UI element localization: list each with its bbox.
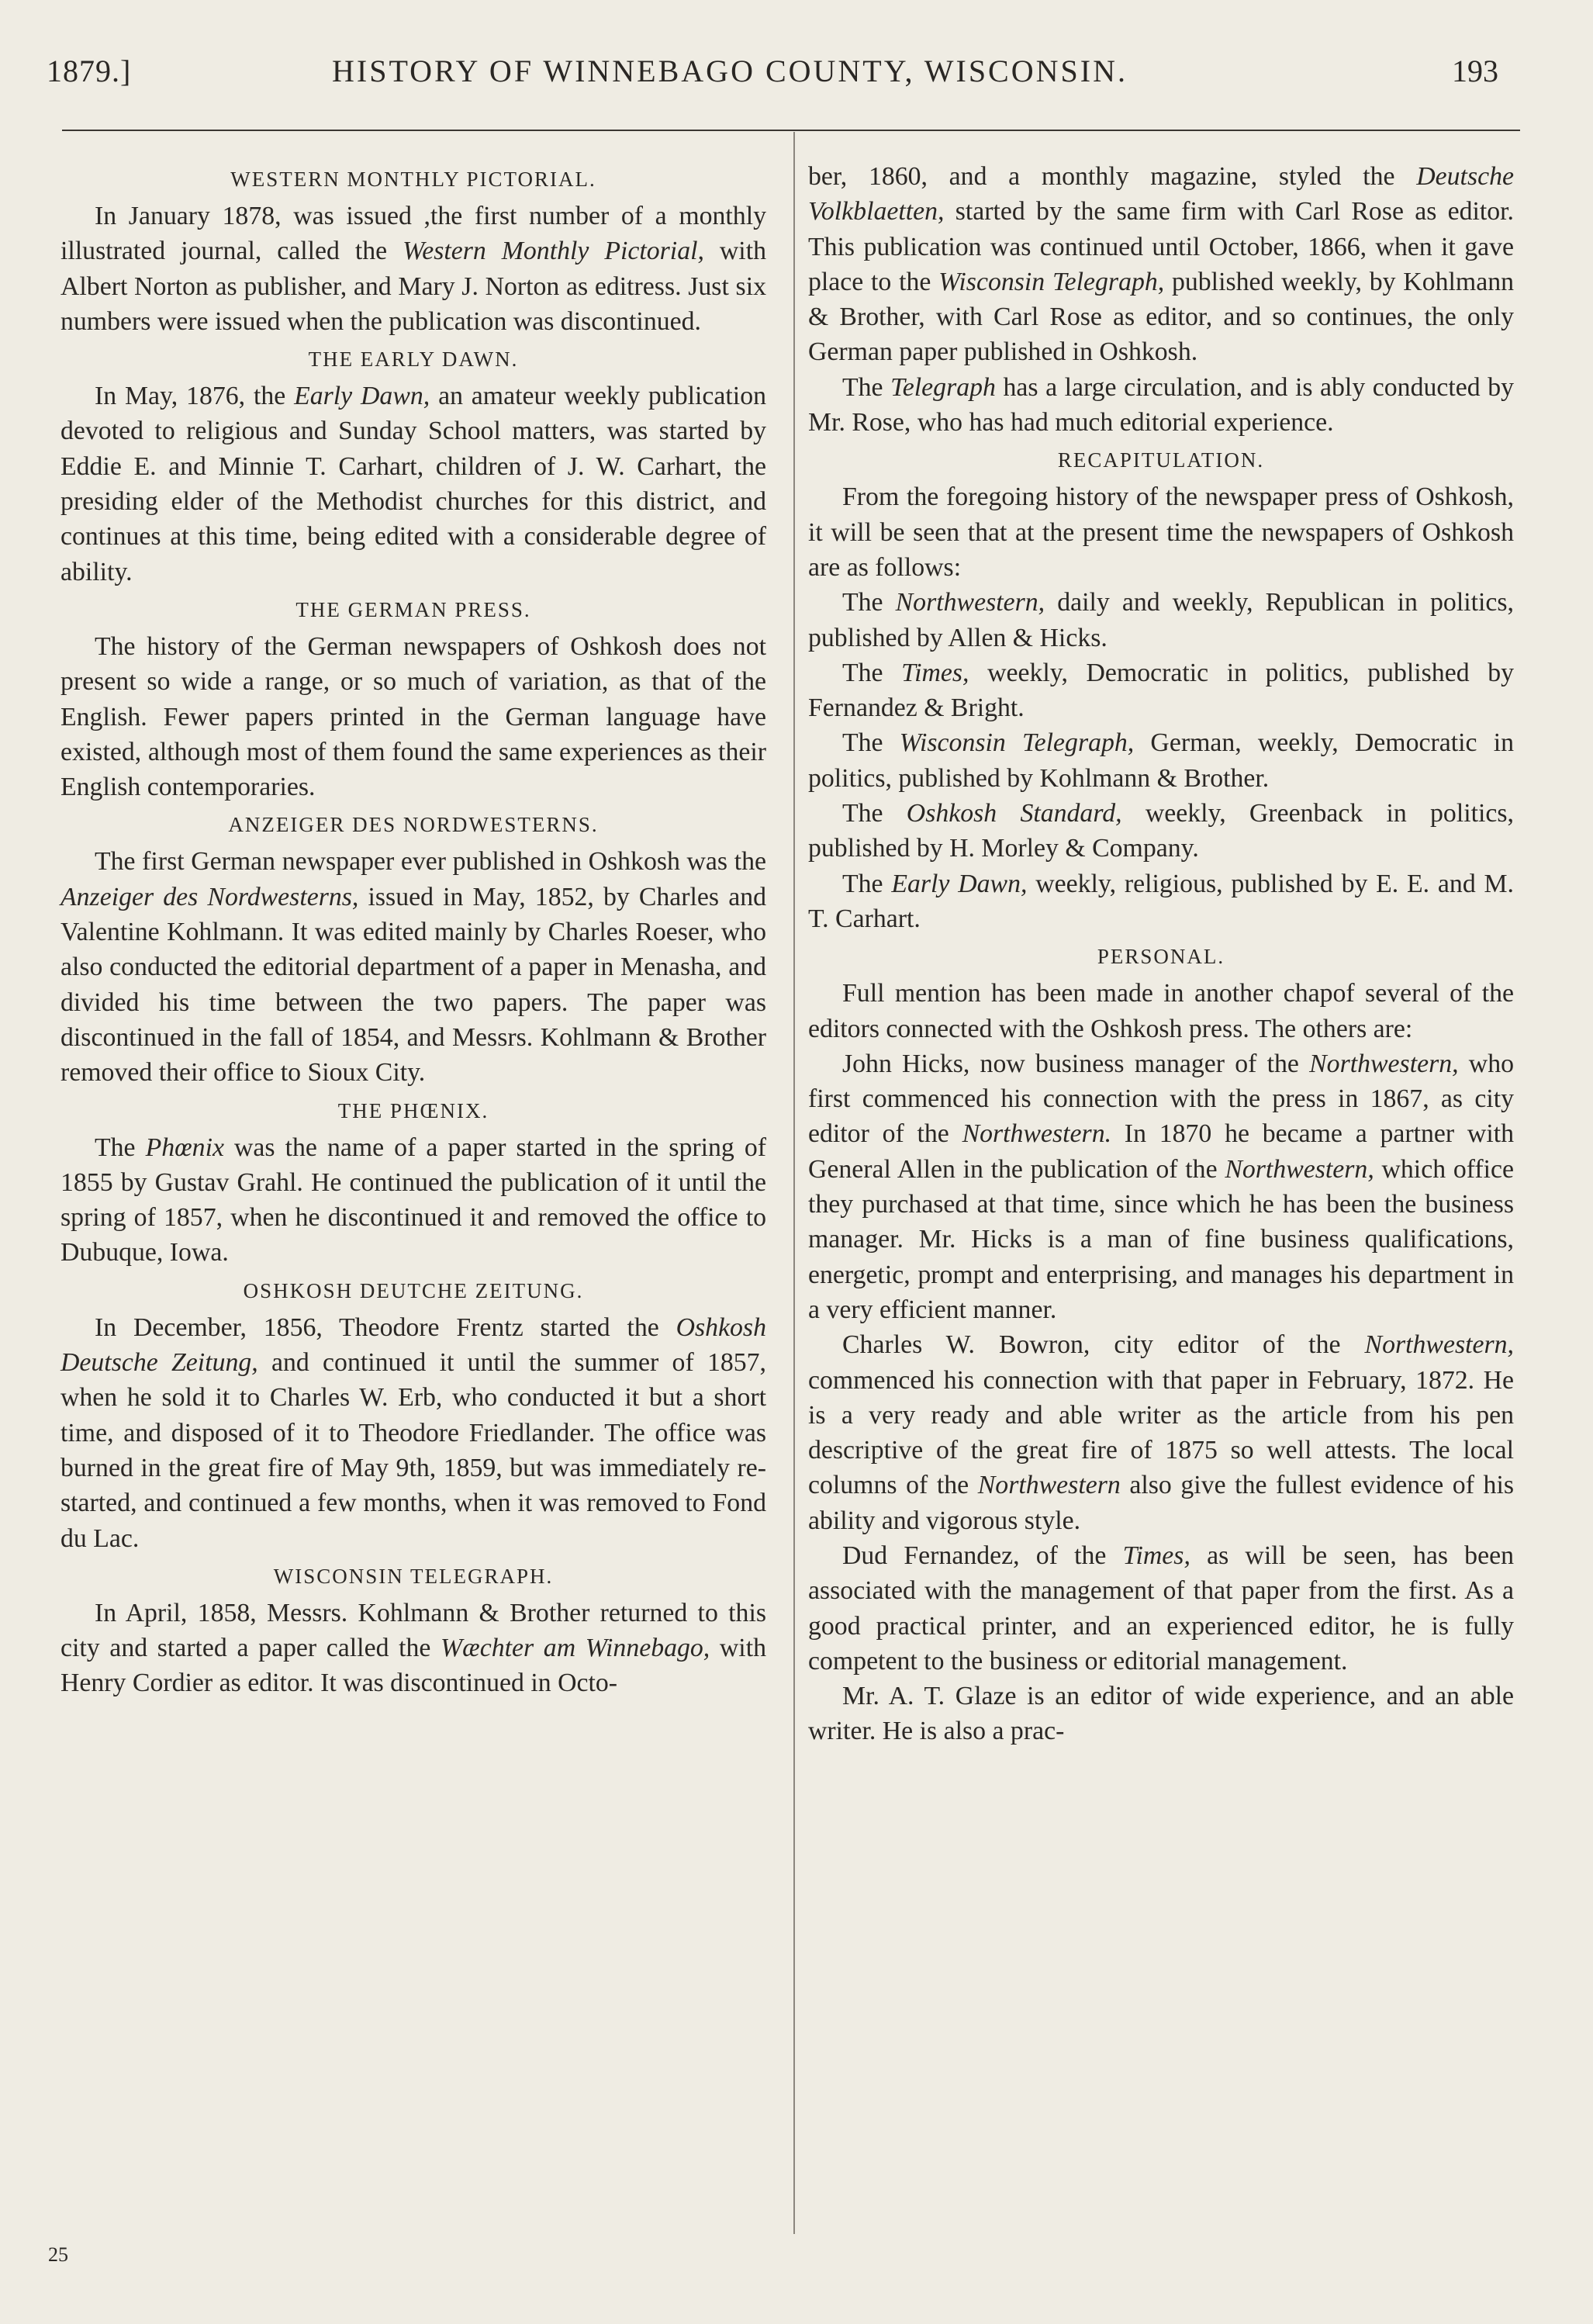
right-column bbox=[808, 159, 1514, 1749]
paragraph: The Early Dawn, weekly, religious, published by E. E. and M. T. Carhart. bbox=[808, 869, 1515, 933]
paragraph: ber, 1860, and a monthly magazine, styled the Deutsche Volkblaetten, started by the same firm with Carl Rose as editor. This publication was continued until October, 1866, when it gave place to the Wisconsin Telegraph, published weekly, by Kohlmann & Brother, with Carl Rose as editor, and so continues, the only German paper published in Oshkosh. bbox=[808, 162, 1514, 367]
publication-title: Early Dawn, bbox=[891, 869, 1028, 898]
paragraph: The history of the German newspapers of Oshkosh does not present so wide a range, or so much of variation, as that of the English. Fewer papers printed in the German language have existed, although most of them found the same experiences as their English contemporaries. bbox=[60, 631, 766, 802]
paragraph: Mr. A. T. Glaze is an editor of wide experience, and an able writer. He is also a prac- bbox=[808, 1682, 1514, 1746]
paragraph: Charles W. Bowron, city editor of the Northwestern, commenced his connection with that paper in February, 1872. He is a very ready and able writer as the article from his pen descriptive of the great fire of 1875 so well attests. The local columns of the Northwestern also give the fullest evidence of his ability and vigorous style. bbox=[808, 1330, 1514, 1535]
publication-title: Northwestern, bbox=[1309, 1049, 1459, 1078]
publication-title: Anzeiger des Nordwesterns, bbox=[60, 882, 359, 911]
paragraph: In December, 1856, Theodore Frentz started the Oshkosh Deutsche Zeitung, and continued it until the summer of 1857, when he sold it to Charles W. Erb, who conducted it but a short time, and disposed of it to Theodore Friedlander. The office was burned in the great fire of May 9th, 1859, but was immediately re-started, and continued a few months, when it was removed to Fond du Lac. bbox=[60, 1312, 766, 1553]
section-heading: ANZEIGER DES NORDWESTERNS. bbox=[228, 813, 599, 837]
left-column bbox=[60, 159, 766, 1701]
publication-title: Deutsche Volkblaetten, bbox=[808, 162, 1514, 227]
publication-title: Early Dawn, bbox=[294, 382, 430, 411]
paragraph: The Times, weekly, Democratic in politics, published by Fernandez & Bright. bbox=[808, 658, 1514, 723]
publication-title: Telegraph bbox=[890, 372, 996, 402]
publication-title: Northwestern bbox=[977, 1471, 1121, 1500]
publication-title: Western Monthly Pictorial, bbox=[403, 237, 704, 266]
paragraph: The Northwestern, daily and weekly, Republican in politics, published by Allen & Hicks. bbox=[808, 588, 1514, 652]
publication-title: Wisconsin Telegraph, bbox=[938, 267, 1165, 296]
publication-title: Northwestern. bbox=[962, 1119, 1112, 1149]
running-title: HISTORY OF WINNEBAGO COUNTY, WISCONSIN. bbox=[332, 54, 1128, 88]
publication-title: Wisconsin Telegraph, bbox=[899, 728, 1135, 758]
section-heading: WISCONSIN TELEGRAPH. bbox=[273, 1564, 554, 1588]
page-header bbox=[0, 0, 1593, 140]
publication-title: Northwestern, bbox=[1364, 1330, 1514, 1360]
publication-title: Phœnix bbox=[145, 1133, 224, 1162]
paragraph: In January 1878, was issued ,the first number of a monthly illustrated journal, called the Western Monthly Pictorial, with Albert Norton as publisher, and Mary J. Norton as editress. Just six numbers were issued when the publication was discontinued. bbox=[60, 202, 766, 336]
publication-title: Wæchter am Winnebago, bbox=[441, 1634, 710, 1663]
section-heading: PERSONAL. bbox=[1097, 945, 1225, 969]
section-heading: RECAPITULATION. bbox=[1057, 448, 1265, 472]
header-rule bbox=[62, 130, 1520, 131]
publication-title: Northwestern, bbox=[1225, 1154, 1374, 1184]
paragraph: The Oshkosh Standard, weekly, Greenback in politics, published by H. Morley & Company. bbox=[808, 799, 1514, 863]
section-heading: THE PHŒNIX. bbox=[337, 1098, 489, 1122]
paragraph: The Telegraph has a large circulation, and is ably conducted by Mr. Rose, who has had much editorial experience. bbox=[808, 372, 1514, 437]
paragraph: The Wisconsin Telegraph, German, weekly, Democratic in politics, published by Kohlmann & Brother. bbox=[808, 728, 1514, 793]
page-number: 193 bbox=[1452, 54, 1498, 88]
paragraph: In May, 1876, the Early Dawn, an amateur weekly publication devoted to religious and Sunday School matters, was started by Eddie E. and Minnie T. Carhart, children of J. W. Carhart, the presiding elder of the Methodist churches for this district, and continues at this time, being edited with a considerable degree of ability. bbox=[60, 382, 766, 586]
publication-title: Oshkosh Deutsche Zeitung, bbox=[60, 1312, 766, 1378]
signature-mark: 25 bbox=[48, 2243, 68, 2266]
section-heading: WESTERN MONTHLY PICTORIAL. bbox=[230, 168, 596, 191]
paragraph: The Phœnix was the name of a paper started in the spring of 1855 by Gustav Grahl. He continued the publication of it until the spring of 1857, when he discontinued it and removed the office to Dubuque, Iowa. bbox=[60, 1133, 766, 1267]
publication-title: Northwestern, bbox=[895, 588, 1045, 617]
publication-title: Times, bbox=[1122, 1541, 1190, 1570]
paragraph: The first German newspaper ever published in Oshkosh was the Anzeiger des Nordwesterns, issued in May, 1852, by Charles and Valentine Kohlmann. It was edited mainly by Charles Roeser, who also conducted the editorial department of a paper in Menasha, and divided his time between the two papers. The paper was discontinued in the fall of 1854, and Messrs. Kohlmann & Brother removed their office to Sioux City. bbox=[60, 847, 766, 1088]
section-heading: THE EARLY DAWN. bbox=[308, 348, 519, 372]
section-heading: OSHKOSH DEUTCHE ZEITUNG. bbox=[243, 1278, 584, 1302]
publication-title: Oshkosh Standard, bbox=[906, 799, 1122, 828]
column-divider bbox=[793, 132, 795, 2234]
paragraph: Full mention has been made in another chapof several of the editors connected with the Oshkosh press. The others are: bbox=[808, 979, 1514, 1043]
paragraph: From the foregoing history of the newspaper press of Oshkosh, it will be seen that at the present time the newspapers of Oshkosh are as follows: bbox=[808, 482, 1514, 582]
paragraph: John Hicks, now business manager of the Northwestern, who first commenced his connection with the press in 1867, as city editor of the Northwestern. In 1870 he became a partner with General Allen in the publication of the Northwestern, which office they purchased at that time, since which he has been the business manager. Mr. Hicks is a man of fine business qualifications, energetic, prompt and enterprising, and manages his department in a very efficient manner. bbox=[808, 1049, 1515, 1324]
section-heading: THE GERMAN PRESS. bbox=[295, 597, 531, 621]
paragraph: In April, 1858, Messrs. Kohlmann & Brother returned to this city and started a paper called the Wæchter am Winnebago, with Henry Cordier as editor. It was discontinued in Octo- bbox=[60, 1598, 766, 1698]
publication-title: Times, bbox=[901, 658, 969, 687]
paragraph: Dud Fernandez, of the Times, as will be seen, has been associated with the management of that paper from the first. As a good practical printer, and an experienced editor, he is fully competent to the business or editorial management. bbox=[808, 1541, 1514, 1676]
header-year: 1879.] bbox=[47, 54, 132, 88]
